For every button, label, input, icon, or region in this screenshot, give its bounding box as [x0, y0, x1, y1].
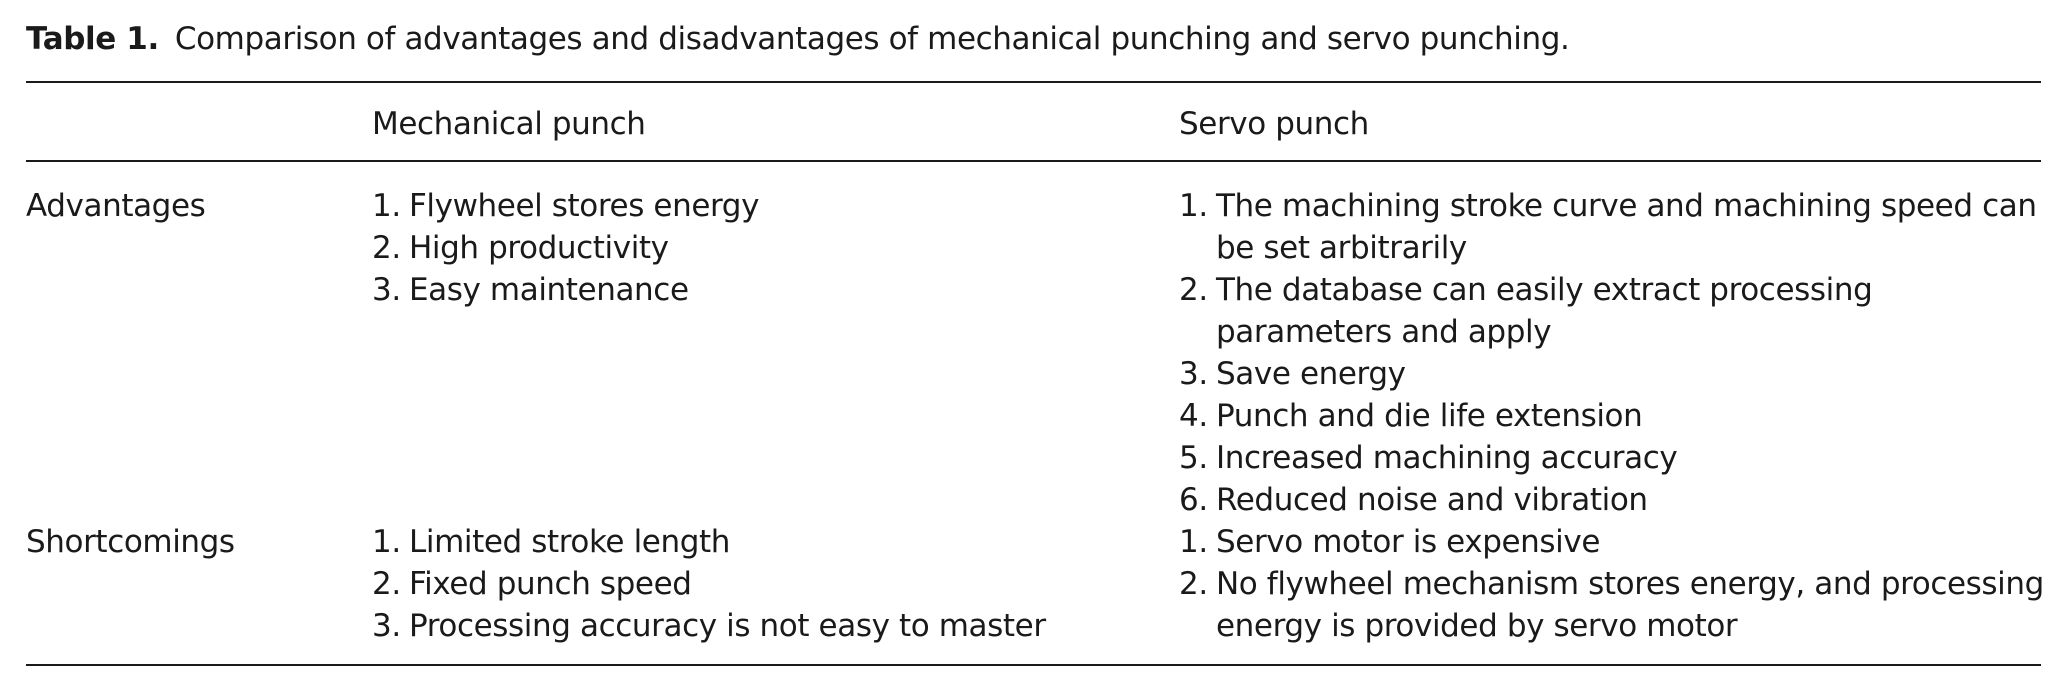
column-header-servo: Servo punch: [1179, 106, 1369, 142]
shortcomings-mechanical-list: [372, 521, 1046, 647]
row-label-advantages: Advantages: [26, 188, 206, 224]
item-number: 1.: [1179, 524, 1208, 560]
header-rule: [26, 160, 2041, 162]
list-item: [1179, 353, 2051, 395]
item-number: 4.: [1179, 398, 1208, 434]
advantages-mechanical-list: [372, 185, 759, 311]
table-caption: [26, 18, 1570, 60]
item-text: No flywheel mechanism stores energy, and processing energy is provided by servo motor: [1216, 566, 2044, 644]
list-item: [1179, 563, 2051, 647]
item-number: 6.: [1179, 482, 1208, 518]
item-number: 1.: [1179, 188, 1208, 224]
shortcomings-servo-list: [1179, 521, 2051, 647]
list-item: [1179, 521, 2051, 563]
top-rule: [26, 81, 2041, 83]
row-label-shortcomings: Shortcomings: [26, 524, 235, 560]
list-item: [1179, 437, 2051, 479]
list-item: [372, 185, 759, 227]
item-number: 3.: [372, 272, 401, 308]
list-item: [372, 563, 1046, 605]
item-text: Easy maintenance: [409, 272, 689, 308]
advantages-mechanical-cell: [372, 185, 759, 311]
item-text: Fixed punch speed: [409, 566, 692, 602]
item-number: 3.: [372, 608, 401, 644]
list-item: [1179, 185, 2051, 269]
list-item: [1179, 269, 2051, 353]
advantages-servo-cell: [1179, 185, 2051, 521]
item-text: Reduced noise and vibration: [1216, 482, 1648, 518]
item-text: Punch and die life extension: [1216, 398, 1643, 434]
item-text: The machining stroke curve and machining speed can be set arbitrarily: [1216, 188, 2037, 266]
item-number: 2.: [372, 566, 401, 602]
table-label: Table 1.: [26, 21, 159, 57]
item-text: The database can easily extract processing parameters and apply: [1216, 272, 1873, 350]
list-item: [1179, 395, 2051, 437]
item-text: Servo motor is expensive: [1216, 524, 1601, 560]
item-number: 3.: [1179, 356, 1208, 392]
item-number: 1.: [372, 524, 401, 560]
advantages-servo-list: [1179, 185, 2051, 521]
list-item: [372, 227, 759, 269]
item-number: 1.: [372, 188, 401, 224]
list-item: [1179, 479, 2051, 521]
table-title: Comparison of advantages and disadvantages of mechanical punching and servo punching.: [174, 21, 1570, 57]
item-number: 2.: [372, 230, 401, 266]
shortcomings-servo-cell: [1179, 521, 2051, 647]
item-number: 2.: [1179, 272, 1208, 308]
item-text: Flywheel stores energy: [409, 188, 760, 224]
item-number: 2.: [1179, 566, 1208, 602]
item-text: Save energy: [1216, 356, 1406, 392]
item-text: Increased machining accuracy: [1216, 440, 1678, 476]
list-item: [372, 521, 1046, 563]
shortcomings-mechanical-cell: [372, 521, 1046, 647]
column-header-mechanical: Mechanical punch: [372, 106, 646, 142]
bottom-rule: [26, 664, 2041, 666]
item-text: Limited stroke length: [409, 524, 730, 560]
item-text: High productivity: [409, 230, 669, 266]
item-number: 5.: [1179, 440, 1208, 476]
list-item: [372, 605, 1046, 647]
list-item: [372, 269, 759, 311]
item-text: Processing accuracy is not easy to master: [409, 608, 1046, 644]
